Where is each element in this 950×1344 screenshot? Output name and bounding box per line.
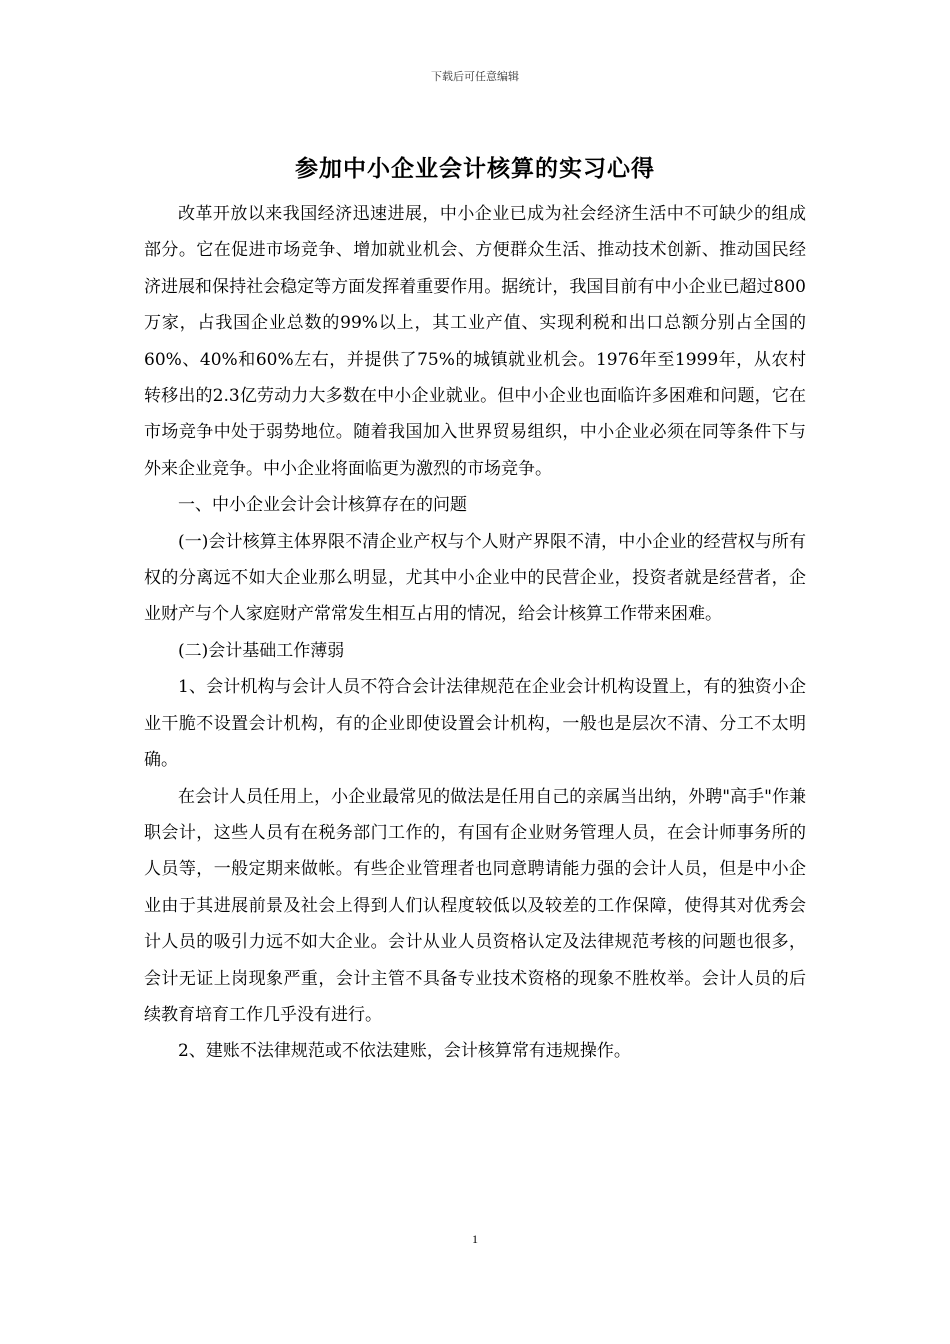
paragraph-subsection-1: (一)会计核算主体界限不清企业产权与个人财产界限不清，中小企业的经营权与所有权的分离远不如大企业那么明显，尤其中小企业中的民营企业，投资者就是经营者，企业财产与个人家庭财产常常发生相互占用的情况，给会计核算工作带来困难。	[144, 531, 806, 625]
paragraph-item-2: 2、建账不法律规范或不依法建账，会计核算常有违规操作。	[178, 1041, 631, 1062]
subsection-heading-2: (二)会计基础工作薄弱	[178, 640, 345, 661]
page-number: 1	[472, 1232, 478, 1246]
paragraph-personnel: 在会计人员任用上，小企业最常见的做法是任用自己的亲属当出纳，外聘"高手"作兼职会计，这些人员有在税务部门工作的，有国有企业财务管理人员，在会计师事务所的人员等，一般定期来做帐。有些企业管理者也同意聘请能力强的会计人员，但是中小企业由于其进展前景及社会上得到人们认程度较低以及较差的工作保障，使得其对优秀会计人员的吸引力远不如大企业。会计从业人员资格认定及法律规范考核的问题也很多，会计无证上岗现象严重，会计主管不具备专业技术资格的现象不胜枚举。会计人员的后续教育培育工作几乎没有进行。	[144, 786, 806, 1025]
section-heading-problems: 一、中小企业会计会计核算存在的问题	[178, 495, 467, 516]
paragraph-intro: 改革开放以来我国经济迅速进展，中小企业已成为社会经济生活中不可缺少的组成部分。它在促进市场竞争、增加就业机会、方便群众生活、推动技术创新、推动国民经济进展和保持社会稳定等方面发挥着重要作用。据统计，我国目前有中小企业已超过800万家，占我国企业总数的99%以上，其工业产值、实现利税和出口总额分别占全国的60%、40%和60%左右，并提供了75%的城镇就业机会。1976年至1999年，从农村转移出的2.3亿劳动力大多数在中小企业就业。但中小企业也面临许多困难和问题，它在市场竞争中处于弱势地位。随着我国加入世界贸易组织，中小企业必须在同等条件下与外来企业竞争。中小企业将面临更为激烈的市场竞争。	[144, 204, 806, 479]
document-title: 参加中小企业会计核算的实习心得	[295, 156, 655, 182]
page-header-note: 下载后可任意编辑	[431, 70, 519, 83]
document-body	[144, 196, 806, 1070]
paragraph-item-1: 1、会计机构与会计人员不符合会计法律规范在企业会计机构设置上，有的独资小企业干脆不设置会计机构，有的企业即使设置会计机构，一般也是层次不清、分工不太明确。	[144, 677, 806, 771]
